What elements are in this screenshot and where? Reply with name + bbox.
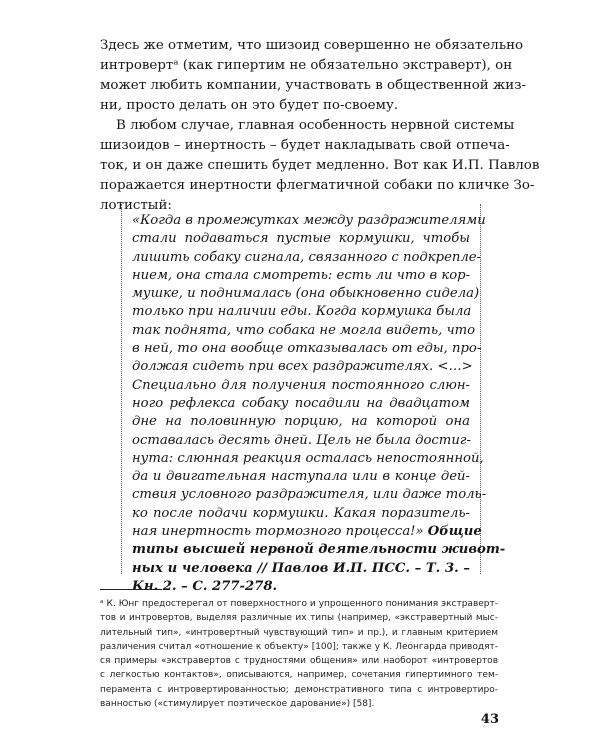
footnote-line: ванностью («стимулирует поэтическое дарование») [58]. bbox=[100, 699, 375, 710]
citation-line: типы высшей нервной деятельности живот- bbox=[132, 542, 506, 558]
citation-start: Общие bbox=[427, 524, 482, 540]
footnote-line: тов и интровертов, выделяя различные их типы (например, «экстравертный мыс- bbox=[100, 613, 498, 624]
text-line: шизоидов – инертность – будет накладывать свой отпеча- bbox=[100, 138, 510, 153]
footnote-line: различения считал «отношение к объекту» [100]; также у К. Леонгарда приводят- bbox=[100, 641, 498, 652]
footnote-line: ся примеры «экстравертов с трудностями общения» или наоборот «интровертов bbox=[100, 656, 498, 667]
quote-line bbox=[132, 523, 482, 541]
page-number: 43 bbox=[480, 712, 499, 727]
pavlov-quote bbox=[132, 212, 506, 596]
quote-line: нута: слюнная реакция осталась непостоянной, bbox=[132, 450, 484, 466]
footnote-line: лительный тип», «интровертный чувствующий тип» и пр.), и главным критерием bbox=[100, 627, 498, 638]
quote-line: должая сидеть при всех раздражителях. <…> bbox=[132, 359, 473, 375]
footnote-line: с легкостью контактов», описываются, например, сочетания гипертимного тем- bbox=[100, 670, 498, 681]
citation-line: ных и человека // Павлов И.П. ПСС. – Т. 3. – bbox=[132, 560, 470, 576]
quote-line: нием, она стала смотреть: есть ли что в кор- bbox=[132, 267, 471, 283]
quote-line: оставалась десять дней. Цель не была достиг- bbox=[132, 432, 471, 448]
text-line: В любом случае, главная особенность нервной системы bbox=[116, 118, 515, 133]
quote-line: так поднята, что собака не могла видеть, что bbox=[132, 322, 476, 338]
citation-line: Кн. 2. – С. 277-278. bbox=[132, 578, 278, 594]
paragraph-2 bbox=[100, 116, 540, 216]
quote-line: да и двигательная наступала или в конце дей- bbox=[132, 469, 470, 485]
quote-line: Специально для получения постоянного слюн- bbox=[132, 377, 470, 393]
quote-line: лишить собаку сигнала, связанного с подкрепле- bbox=[132, 249, 482, 265]
text-line: может любить компании, участвовать в общественной жиз- bbox=[100, 78, 527, 93]
quote-line: мушке, и поднималась (она обыкновенно сидела) bbox=[132, 286, 480, 302]
footnote-divider bbox=[100, 589, 162, 590]
quote-line: «Когда в промежутках между раздражителями bbox=[132, 213, 486, 228]
quote-line-end: ная инертность тормозного процесса!» bbox=[132, 524, 424, 540]
paragraph-1 bbox=[100, 36, 527, 116]
text-line: Здесь же отметим, что шизоид совершенно не обязательно bbox=[100, 38, 524, 53]
text-line: ток, и он даже спешить будет медленно. Вот как И.П. Павлов bbox=[100, 158, 540, 173]
quote-line: только при наличии еды. Когда кормушка была bbox=[132, 304, 472, 320]
quote-line: в ней, то она вообще отказывалась от еды, про- bbox=[132, 341, 482, 357]
text-line: ни, просто делать он это будет по-своему. bbox=[100, 98, 399, 113]
quote-line: стали подаваться пустые кормушки, чтобы bbox=[132, 231, 470, 247]
footnote-line: ᵃ К. Юнг предостерегал от поверхностного и упрощенного понимания экстраверт- bbox=[100, 599, 498, 609]
footnote-line: перамента с интровертированностью; демонстративного типа с интровертиро- bbox=[100, 684, 498, 695]
text-line: поражается инертности флегматичной собаки по кличке Зо- bbox=[100, 178, 535, 193]
quote-line: ко после подачи кормушки. Какая поразитель- bbox=[132, 505, 470, 521]
quote-line: дне на половинную порцию, на которой она bbox=[132, 414, 470, 430]
quote-line: ного рефлекса собаку посадили на двадцатом bbox=[132, 395, 470, 411]
text-line: лотистый: bbox=[100, 198, 172, 213]
quote-line: ствия условного раздражителя, или даже толь- bbox=[132, 487, 487, 503]
footnote bbox=[100, 597, 498, 711]
text-line: интровертᵃ (как гипертим не обязательно экстраверт), он bbox=[100, 58, 513, 73]
